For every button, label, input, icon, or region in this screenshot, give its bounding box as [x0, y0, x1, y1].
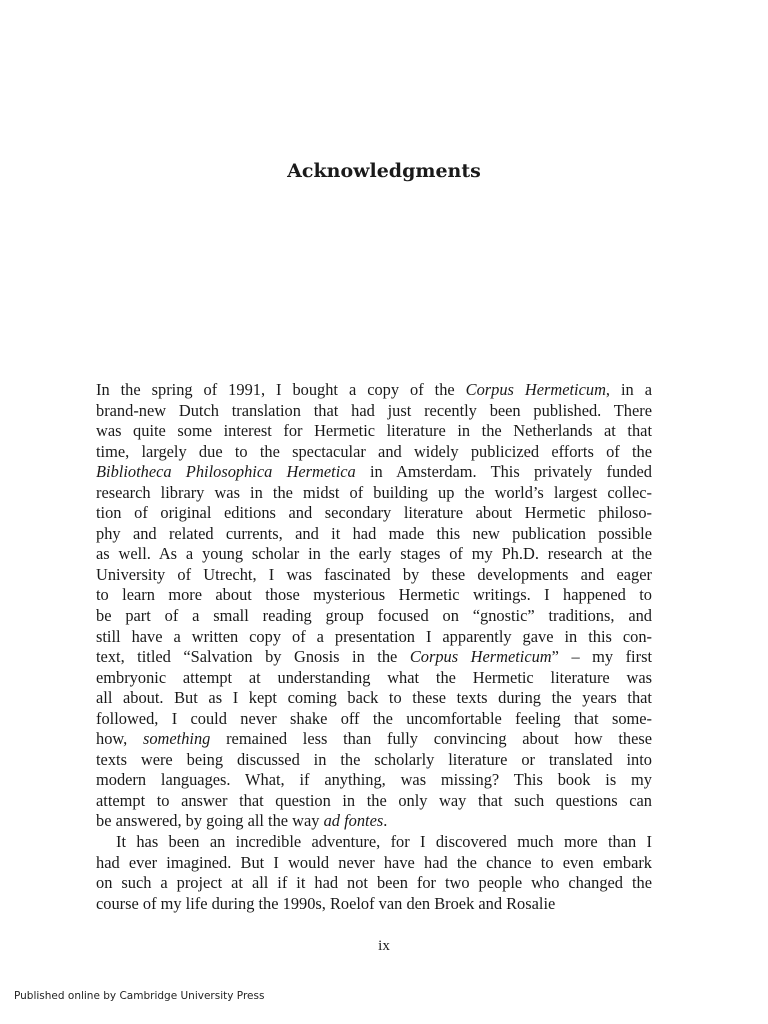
text-run: research library was in the midst of building up the world’s largest collec- — [96, 482, 652, 502]
text-line — [96, 442, 652, 463]
text-line — [96, 729, 652, 750]
text-run: still have a written copy of a presentation I apparently gave in this con- — [96, 626, 652, 646]
text-line — [96, 873, 652, 894]
body-text — [96, 380, 652, 914]
text-run: brand-new Dutch translation that had just recently been published. There — [96, 400, 652, 420]
text-run: had ever imagined. But I would never have had the chance to even embark — [96, 852, 652, 872]
text-line — [96, 585, 652, 606]
text-line — [96, 627, 652, 648]
text-run: text, titled “Salvation by Gnosis in the — [96, 647, 410, 667]
page-title: Acknowledgments — [287, 160, 481, 182]
text-run: course of my life during the 1990s, Roelof van den Broek and Rosalie — [96, 893, 556, 913]
text-run: It has been an incredible adventure, for I discovered much more than I — [116, 832, 652, 852]
text-run: texts were being discussed in the scholarly literature or translated into — [96, 749, 652, 769]
text-line — [96, 524, 652, 545]
text-line — [96, 709, 652, 730]
text-line — [96, 462, 652, 483]
text-line — [96, 401, 652, 422]
italic-run: ad fontes — [323, 811, 384, 831]
text-line — [96, 606, 652, 627]
page-number: ix — [378, 938, 390, 954]
publisher-footer: Published online by Cambridge University Press — [14, 990, 265, 1002]
text-line — [96, 380, 652, 401]
text-line — [96, 811, 652, 832]
text-line — [96, 668, 652, 689]
text-run: in Amsterdam. This privately funded — [355, 462, 652, 482]
text-run: modern languages. What, if anything, was missing? This book is my — [96, 770, 652, 790]
text-line — [96, 853, 652, 874]
italic-run: Corpus Hermeticum — [409, 647, 552, 667]
text-line — [96, 688, 652, 709]
text-run: all about. But as I kept coming back to these texts during the years that — [96, 688, 652, 708]
text-line — [96, 750, 652, 771]
text-run: was quite some interest for Hermetic literature in the Netherlands at that — [96, 421, 652, 441]
text-line — [96, 483, 652, 504]
text-run: phy and related currents, and it had made this new publication possible — [96, 523, 652, 543]
text-run: ” – my first — [551, 647, 653, 667]
text-run: as well. As a young scholar in the early stages of my Ph.D. research at the — [96, 544, 652, 564]
italic-run: something — [142, 729, 211, 749]
text-line — [96, 832, 652, 853]
text-run: University of Utrecht, I was fascinated by these developments and eager — [96, 564, 652, 584]
text-line — [96, 647, 652, 668]
text-run: attempt to answer that question in the only way that such questions can — [96, 790, 652, 810]
text-run: embryonic attempt at understanding what the Hermetic literature was — [96, 667, 652, 687]
text-line — [96, 565, 652, 586]
text-line — [96, 894, 652, 915]
text-run: remained less than fully convincing about how these — [210, 729, 653, 749]
text-run: be answered, by going all the way — [96, 811, 324, 831]
text-run: , in a — [605, 380, 652, 399]
text-run: tion of original editions and secondary literature about Hermetic philoso- — [96, 503, 652, 523]
text-line — [96, 791, 652, 812]
italic-run: Corpus Hermeticum — [465, 380, 606, 399]
text-run: to learn more about those mysterious Hermetic writings. I happened to — [96, 585, 652, 605]
italic-run: Bibliotheca Philosophica Hermetica — [96, 462, 356, 482]
text-run: be part of a small reading group focused on “gnostic” traditions, and — [96, 606, 652, 626]
text-run: . — [383, 811, 388, 831]
text-run: followed, I could never shake off the uncomfortable feeling that some- — [96, 708, 652, 728]
text-run: how, — [96, 729, 143, 749]
text-run: In the spring of 1991, I bought a copy of the — [96, 380, 466, 399]
text-run: time, largely due to the spectacular and widely publicized efforts of the — [96, 441, 652, 461]
text-line — [96, 503, 652, 524]
text-line — [96, 770, 652, 791]
text-line — [96, 544, 652, 565]
text-line — [96, 421, 652, 442]
text-run: on such a project at all if it had not been for two people who changed the — [96, 873, 652, 893]
